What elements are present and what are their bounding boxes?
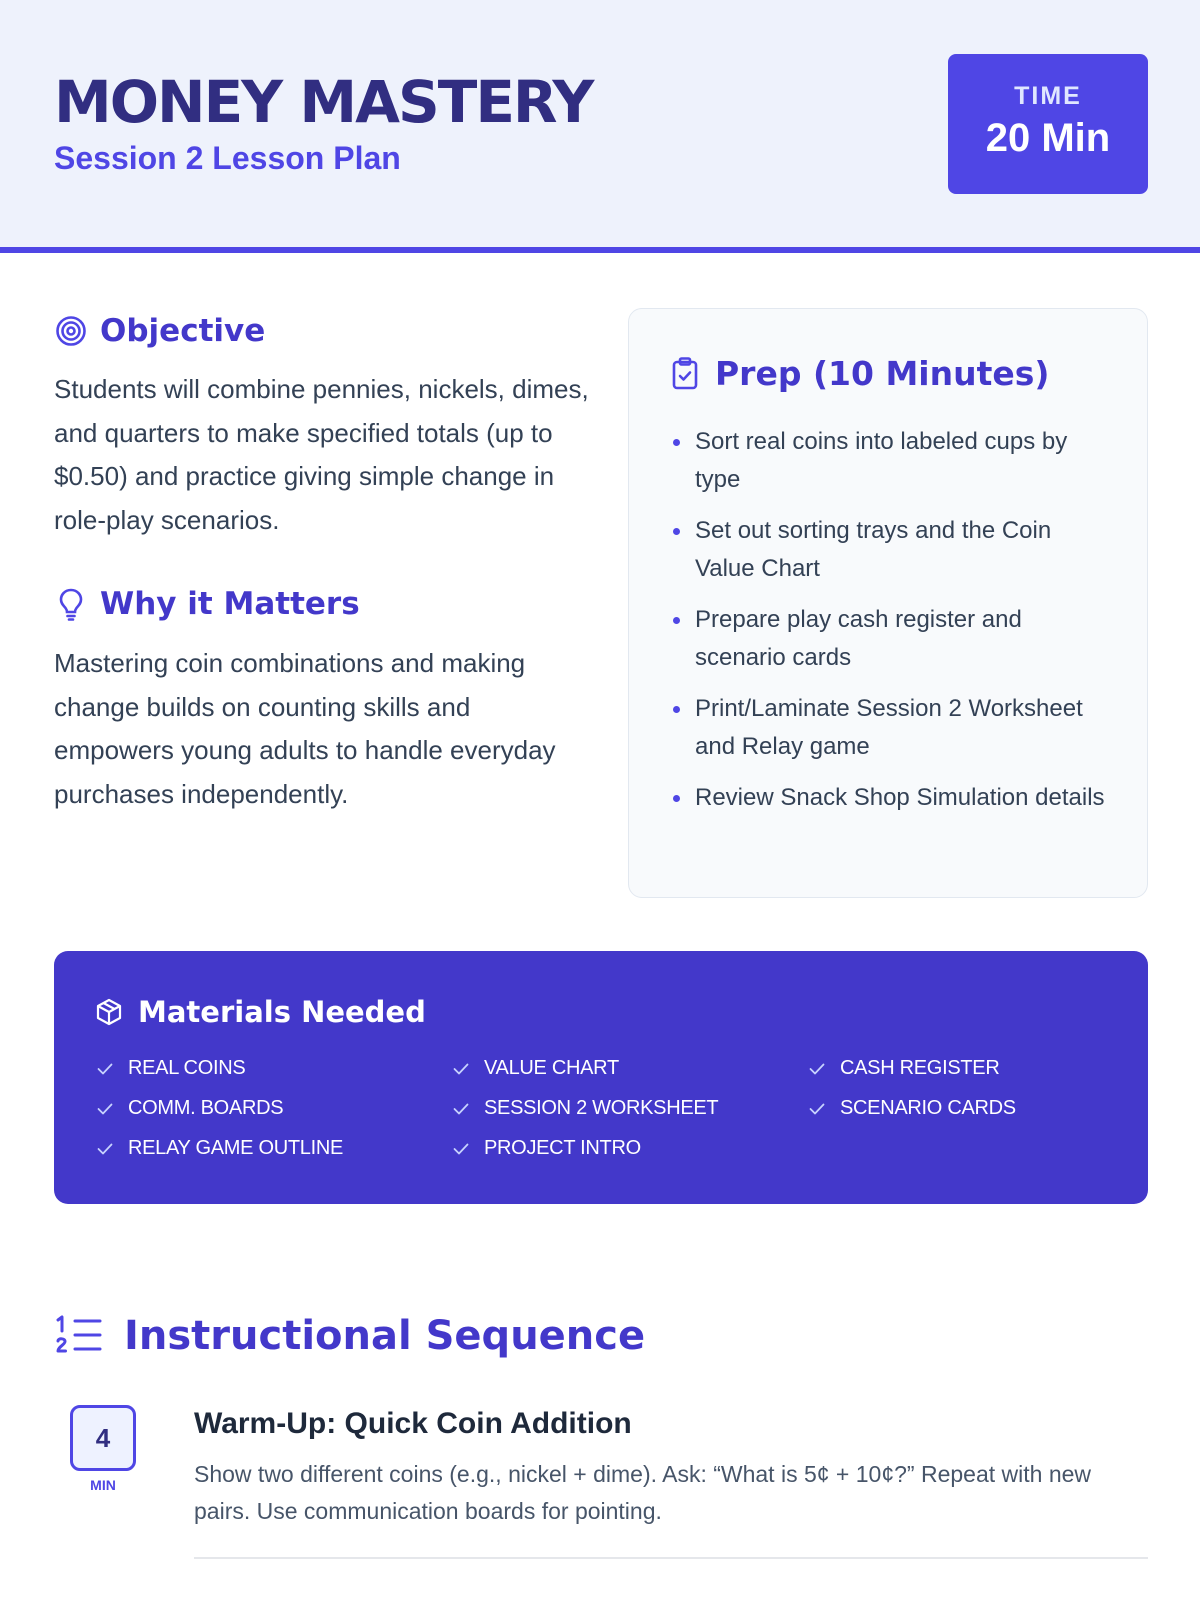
materials-item-label: CASH REGISTER bbox=[840, 1057, 1000, 1079]
why-heading-row bbox=[54, 583, 360, 625]
check-icon bbox=[94, 1138, 116, 1160]
time-value: 20 Min bbox=[985, 116, 1111, 160]
prep-item-text: Set out sorting trays and the Coin Value Chart bbox=[695, 517, 1052, 582]
materials-item-label: REAL COINS bbox=[128, 1057, 246, 1079]
check-icon bbox=[450, 1138, 472, 1160]
materials-panel bbox=[54, 951, 1148, 1204]
materials-item-label: PROJECT INTRO bbox=[484, 1137, 641, 1159]
bullet-dot bbox=[673, 439, 680, 446]
page-header bbox=[0, 0, 1200, 253]
lightbulb-icon bbox=[54, 586, 88, 622]
check-icon bbox=[806, 1098, 828, 1120]
prep-item-text: Review Snack Shop Simulation details bbox=[695, 784, 1105, 811]
page-subtitle: Session 2 Lesson Plan bbox=[54, 140, 401, 176]
check-icon bbox=[94, 1058, 116, 1080]
time-label: TIME bbox=[1014, 82, 1082, 110]
prep-list bbox=[671, 423, 1111, 831]
prep-heading: Prep (10 Minutes) bbox=[715, 353, 1050, 393]
sequence-heading: Instructional Sequence bbox=[124, 1313, 646, 1359]
materials-item-label: SESSION 2 WORKSHEET bbox=[484, 1097, 719, 1119]
step-description: Show two different coins (e.g., nickel + dime). Ask: “What is 5¢ + 10¢?” Repeat with new pairs. Use communication boards for pointing. bbox=[194, 1461, 1092, 1524]
materials-item-label: RELAY GAME OUTLINE bbox=[128, 1137, 344, 1159]
materials-item bbox=[806, 1055, 1146, 1082]
check-icon bbox=[806, 1058, 828, 1080]
objective-heading-row bbox=[54, 310, 265, 352]
step-divider bbox=[194, 1557, 1148, 1559]
materials-item bbox=[94, 1135, 450, 1162]
box-icon bbox=[94, 996, 124, 1028]
check-icon bbox=[450, 1058, 472, 1080]
check-icon bbox=[450, 1098, 472, 1120]
materials-heading: Materials Needed bbox=[138, 995, 426, 1029]
step-title: Warm-Up: Quick Coin Addition bbox=[194, 1407, 632, 1440]
prep-item-text: Sort real coins into labeled cups by type bbox=[695, 428, 1068, 493]
materials-item bbox=[94, 1055, 450, 1082]
clipboard-check-icon bbox=[669, 355, 701, 391]
list-item bbox=[671, 690, 1111, 765]
why-heading: Why it Matters bbox=[100, 586, 360, 622]
materials-item bbox=[450, 1055, 806, 1082]
bullet-dot bbox=[673, 528, 680, 535]
materials-item-label: COMM. BOARDS bbox=[128, 1097, 284, 1119]
list-item bbox=[671, 779, 1111, 817]
list-item bbox=[671, 423, 1111, 498]
prep-heading-row bbox=[669, 351, 1049, 395]
bullet-dot bbox=[673, 706, 680, 713]
step-minutes-badge: 4 bbox=[70, 1405, 136, 1471]
prep-item-text: Prepare play cash register and scenario cards bbox=[695, 606, 1022, 671]
step-minutes-unit: MIN bbox=[90, 1477, 116, 1493]
materials-item bbox=[806, 1095, 1146, 1122]
bullet-dot bbox=[673, 617, 680, 624]
why-text: Mastering coin combinations and making change builds on counting skills and empowers young adults to handle everyday purchases independently. bbox=[54, 648, 556, 809]
objective-text: Students will combine pennies, nickels, dimes, and quarters to make specified totals (up to $0.50) and practice giving simple change in role-play scenarios. bbox=[54, 374, 589, 535]
materials-item-label: VALUE CHART bbox=[484, 1057, 619, 1079]
materials-heading-row bbox=[94, 993, 426, 1031]
list-item bbox=[671, 512, 1111, 587]
prep-item-text: Print/Laminate Session 2 Worksheet and Relay game bbox=[695, 695, 1083, 760]
time-badge bbox=[948, 54, 1148, 194]
sequence-heading-row bbox=[54, 1310, 645, 1362]
bullet-dot bbox=[673, 795, 680, 802]
list-item bbox=[671, 601, 1111, 676]
objective-heading: Objective bbox=[100, 313, 266, 349]
numbered-list-icon bbox=[54, 1313, 104, 1359]
prep-card bbox=[628, 308, 1148, 898]
page-title: MONEY MASTERY bbox=[54, 68, 593, 136]
materials-grid bbox=[94, 1055, 1154, 1162]
materials-item bbox=[450, 1135, 806, 1162]
check-icon bbox=[94, 1098, 116, 1120]
materials-item-label: SCENARIO CARDS bbox=[840, 1097, 1016, 1119]
target-icon bbox=[54, 314, 88, 348]
materials-item bbox=[450, 1095, 806, 1122]
materials-item bbox=[94, 1095, 450, 1122]
